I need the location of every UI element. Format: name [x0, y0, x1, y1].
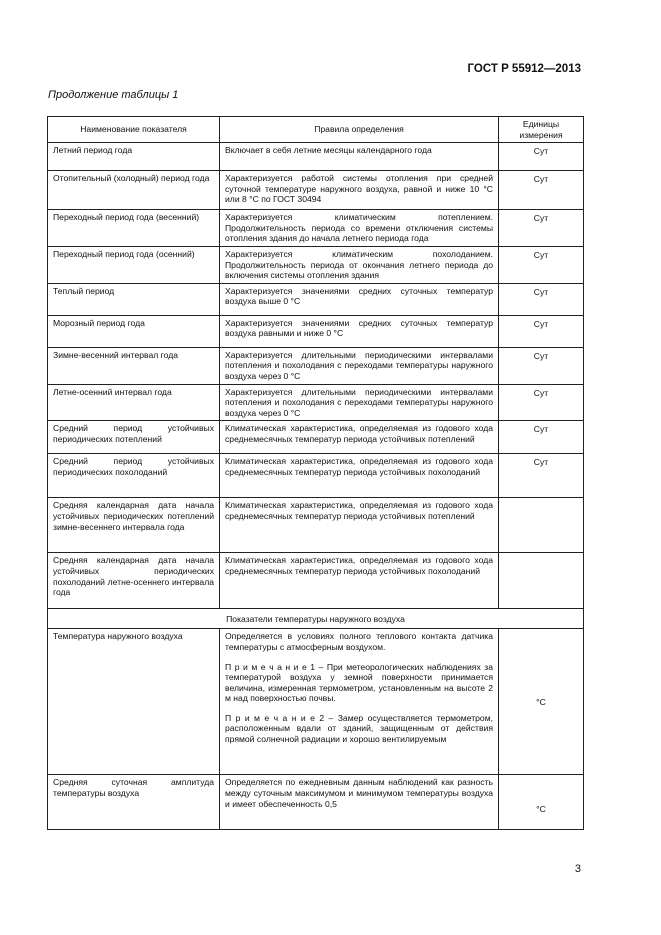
table-row: [48, 629, 584, 775]
table-row: [48, 143, 584, 171]
table-row: [48, 246, 584, 283]
table-body: [48, 143, 584, 609]
cell-rule: Характеризуется значениями средних суточных температур воздуха выше 0 °С: [220, 283, 499, 315]
table-row: [48, 171, 584, 210]
cell-rule: Климатическая характеристика, определяемая из годового хода среднемесячных температур периода устойчивых похолоданий: [220, 454, 499, 498]
document-code: ГОСТ Р 55912—2013: [467, 63, 581, 75]
cell-rule: Характеризуется климатическим потеплением. Продолжительность периода со времени отключения системы отопления здания до начала летнего периода года: [220, 210, 499, 247]
cell-rule: Климатическая характеристика, определяемая из годового хода среднемесячных температур периода устойчивых потеплений: [220, 421, 499, 454]
cell-rule: Характеризуется климатическим похолоданием. Продолжительность периода от окончания летнего периода до включения системы отопления здания: [220, 246, 499, 283]
table-row: [48, 210, 584, 247]
cell-unit: [499, 553, 584, 609]
table-row: [48, 384, 584, 421]
cell-unit: Сут: [499, 315, 584, 347]
cell-name: Переходный период года (осенний): [48, 246, 220, 283]
table-caption: Продолжение таблицы 1: [48, 89, 179, 101]
table-row: [48, 775, 584, 830]
header-name: Наименование показателя: [48, 117, 220, 143]
table-header-row: [48, 117, 584, 143]
cell-unit: Сут: [499, 384, 584, 421]
cell-name: Температура наружного воздуха: [48, 629, 220, 775]
page-number: 3: [574, 863, 581, 875]
indicators-table: [47, 116, 584, 830]
rule-text: Определяется в условиях полного теплового контакта датчика температуры с атмосферным воздухом.: [225, 631, 493, 652]
cell-unit: Сут: [499, 283, 584, 315]
cell-unit: Сут: [499, 171, 584, 210]
table-row: [48, 454, 584, 498]
cell-name: Средний период устойчивых периодических потеплений: [48, 421, 220, 454]
table-row: [48, 498, 584, 553]
cell-name: Средняя календарная дата начала устойчивых периодических потеплений зимне-весеннего интервала года: [48, 498, 220, 553]
table-row: [48, 283, 584, 315]
cell-name: Морозный период года: [48, 315, 220, 347]
cell-rule: Определяется по ежедневным данным наблюдений как разность между суточным максимумом и минимумом температуры воздуха и имеет обеспеченность 0,5: [220, 775, 499, 830]
cell-rule: Характеризуется значениями средних суточных температур воздуха равными и ниже 0 °С: [220, 315, 499, 347]
cell-name: Средний период устойчивых периодических похолоданий: [48, 454, 220, 498]
cell-rule: Характеризуется длительными периодическими интервалами потепления и похолодания с переходами температуры наружного воздуха через 0 °С: [220, 384, 499, 421]
cell-name: Летне-осенний интервал года: [48, 384, 220, 421]
cell-rule: Климатическая характеристика, определяемая из годового хода среднемесячных температур периода устойчивых потеплений: [220, 498, 499, 553]
section-row: [48, 609, 584, 629]
table-row: [48, 421, 584, 454]
cell-name: Летний период года: [48, 143, 220, 171]
section-title: Показатели температуры наружного воздуха: [48, 609, 584, 629]
cell-unit: Сут: [499, 421, 584, 454]
cell-name: Теплый период: [48, 283, 220, 315]
note-2: П р и м е ч а н и е 2 – Замер осуществляется термометром, расположенным вдали от зданий, защищенным от действия прямой солнечной радиации и хорошо вентилируемым: [225, 712, 493, 745]
cell-unit: Сут: [499, 143, 584, 171]
cell-unit: Сут: [499, 246, 584, 283]
cell-rule: Характеризуется длительными периодическими интервалами потепления и похолодания с переходами температуры наружного воздуха через 0 °С: [220, 347, 499, 384]
cell-rule: [220, 629, 499, 775]
cell-unit: Сут: [499, 210, 584, 247]
table-row: [48, 553, 584, 609]
cell-name: Переходный период года (весенний): [48, 210, 220, 247]
table-row: [48, 347, 584, 384]
note-1: П р и м е ч а н и е 1 – При метеорологических наблюдениях за температурой воздуха у земной поверхности принимается величина, измеренная термометром, установленным на высоте 2 м над поверхностью почвы.: [225, 661, 493, 704]
cell-rule: Характеризуется работой системы отопления при средней суточной температуре наружного воздуха, равной и ниже 10 °С или 8 °С по ГОСТ 30494: [220, 171, 499, 210]
cell-unit: Сут: [499, 347, 584, 384]
cell-name: Зимне-весенний интервал года: [48, 347, 220, 384]
cell-unit: °С: [499, 775, 584, 830]
cell-rule: Включает в себя летние месяцы календарного года: [220, 143, 499, 171]
table-row: [48, 315, 584, 347]
header-rule: Правила определения: [220, 117, 499, 143]
cell-rule: Климатическая характеристика, определяемая из годового хода среднемесячных температур периода устойчивых похолоданий: [220, 553, 499, 609]
temperature-section: [48, 609, 584, 830]
cell-name: Отопительный (холодный) период года: [48, 171, 220, 210]
cell-name: Средняя календарная дата начала устойчивых периодических похолоданий летне-осеннего интервала года: [48, 553, 220, 609]
cell-unit: Сут: [499, 454, 584, 498]
cell-name: Средняя суточная амплитуда температуры воздуха: [48, 775, 220, 830]
cell-unit: [499, 498, 584, 553]
header-unit: Единицы измерения: [499, 117, 584, 143]
cell-unit: °С: [499, 629, 584, 775]
